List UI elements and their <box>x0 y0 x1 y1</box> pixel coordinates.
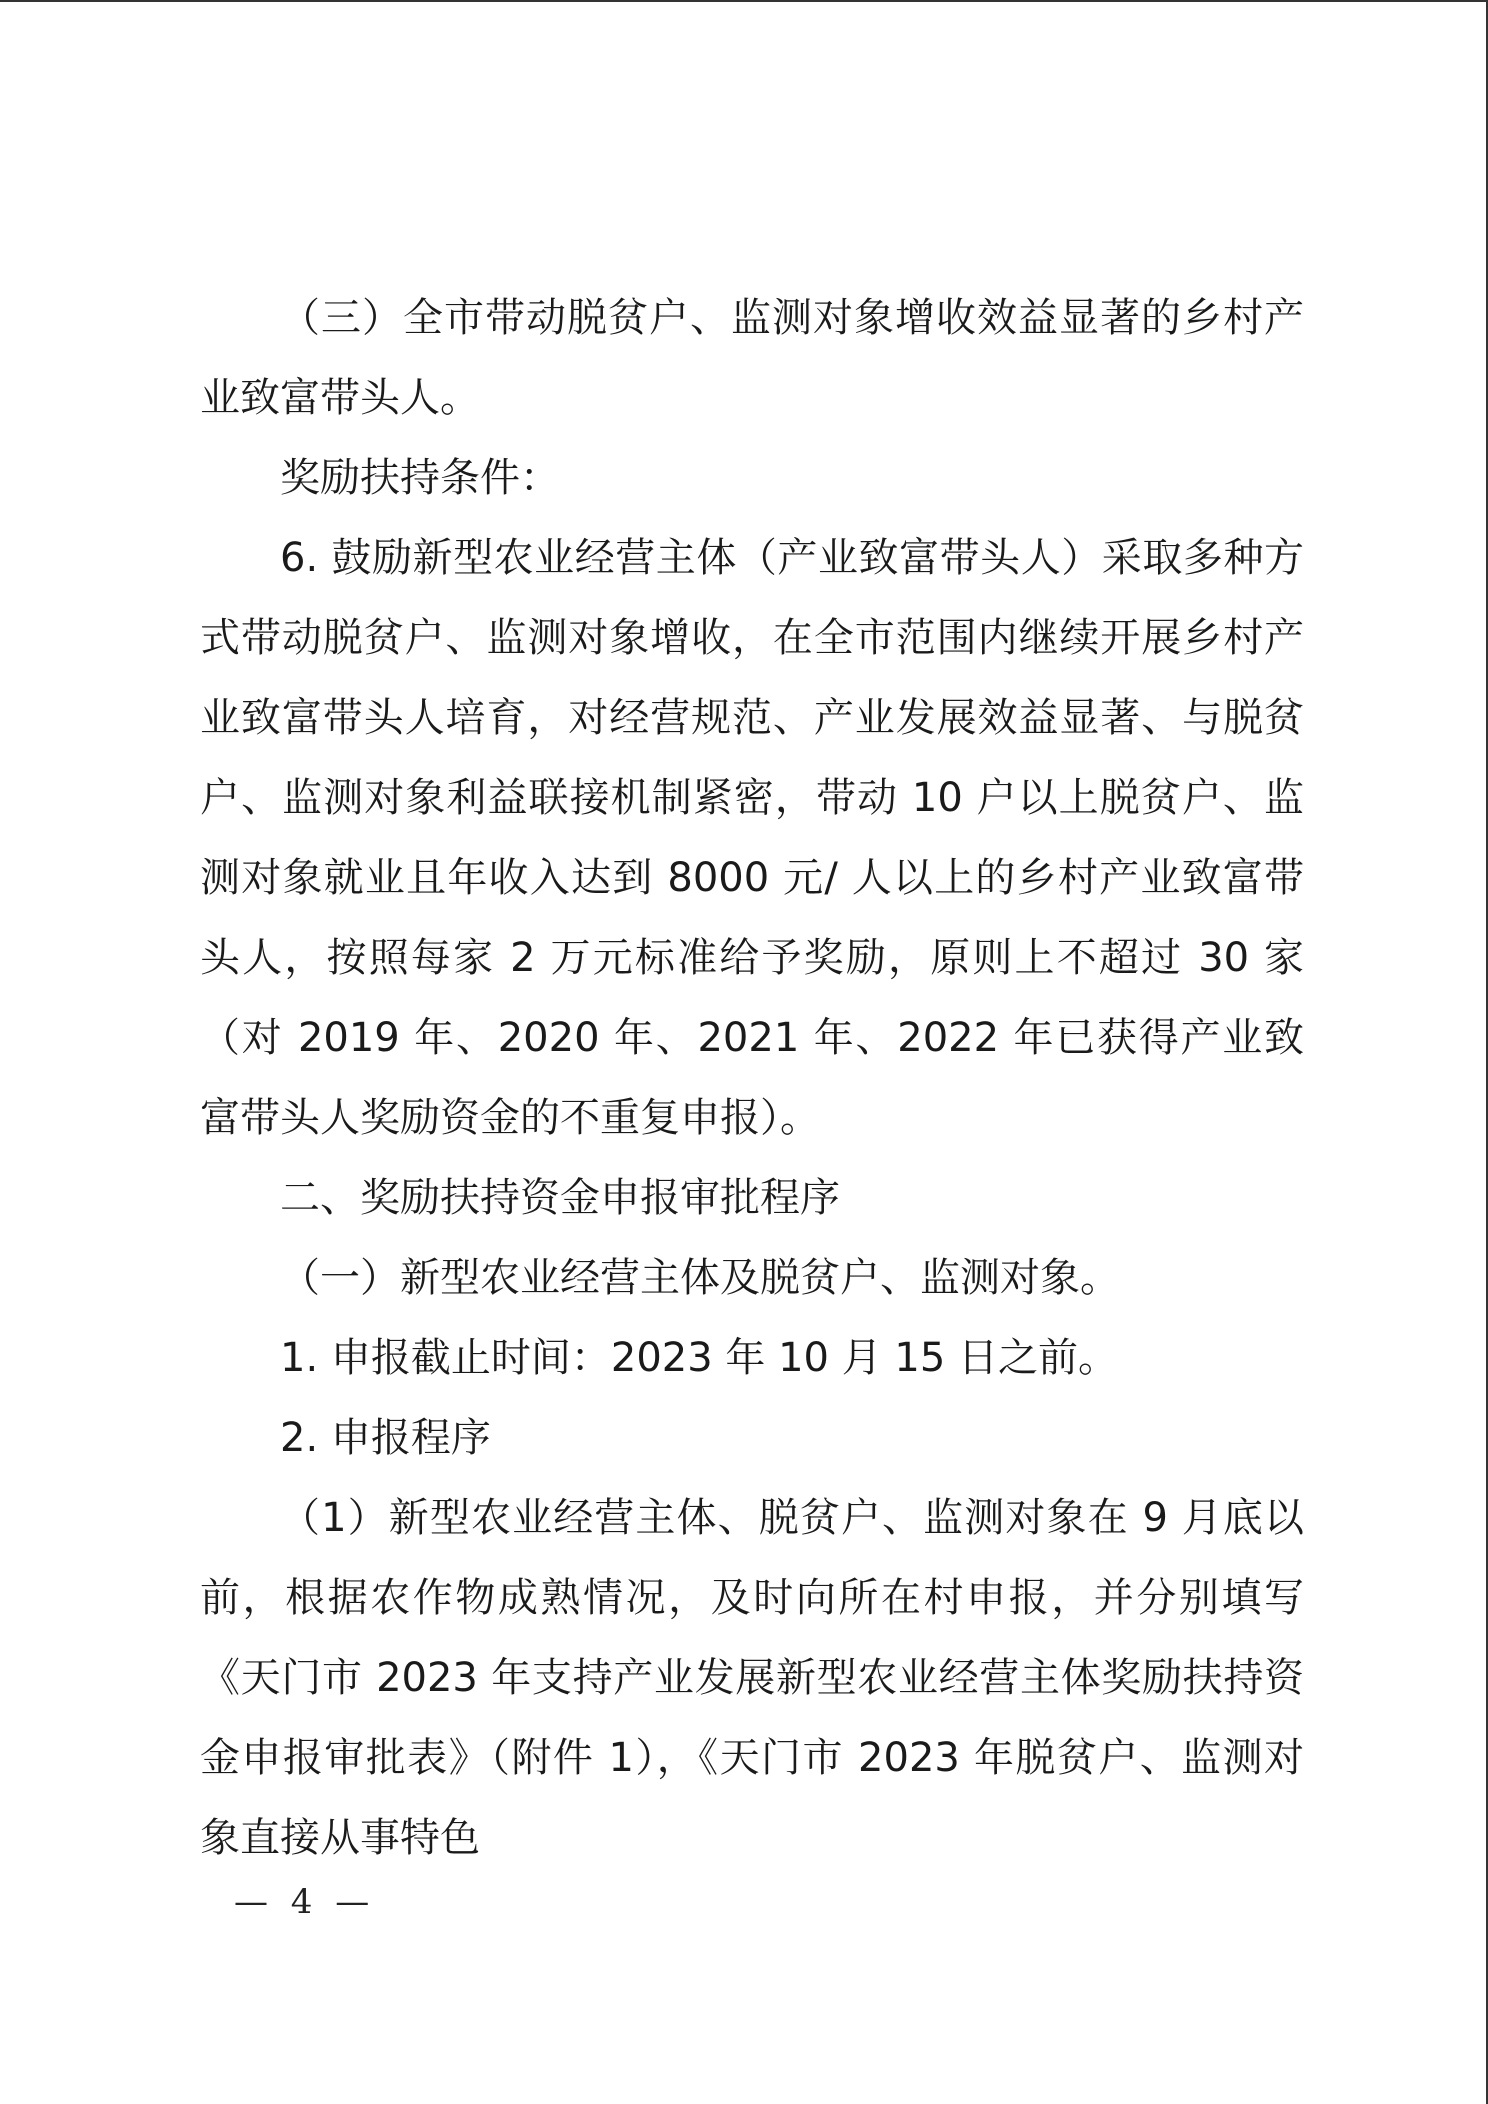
paragraph-procedure-label: 2. 申报程序 <box>280 1415 491 1461</box>
paragraph-subsection-one-heading: （一）新型农业经营主体及脱贫户、监测对象。 <box>280 1255 1120 1301</box>
page-number: — 4 — <box>234 1882 376 1922</box>
paragraph-deadline: 1. 申报截止时间：2023 年 10 月 15 日之前。 <box>280 1335 1119 1381</box>
paragraph-section-three-heading: （三）全市带动脱贫户、监测对象增收效益显著的乡村产业致富带头人。 <box>200 295 1304 421</box>
body-text <box>200 278 1304 1878</box>
paragraph-procedure-step-1: （1）新型农业经营主体、脱贫户、监测对象在 9 月底以前，根据农作物成熟情况，及时向所在村申报，并分别填写《天门市 2023 年支持产业发展新型农业经营主体奖励扶持资金申报审批表》（附件 1），《天门市 2023 年脱贫户、监测对象直接从事特色 <box>200 1495 1304 1861</box>
paragraph-reward-conditions-label: 奖励扶持条件： <box>280 455 560 501</box>
paragraph-section-two-heading: 二、奖励扶持资金申报审批程序 <box>280 1175 840 1221</box>
paragraph-item-6: 6. 鼓励新型农业经营主体（产业致富带头人）采取多种方式带动脱贫户、监测对象增收，在全市范围内继续开展乡村产业致富带头人培育，对经营规范、产业发展效益显著、与脱贫户、监测对象利益联接机制紧密，带动 10 户以上脱贫户、监测对象就业且年收入达到 8000 元/ 人以上的乡村产业致富带头人，按照每家 2 万元标准给予奖励，原则上不超过 30 家（对 2019 年、2020 年、2021 年、2022 年已获得产业致富带头人奖励资金的不重复申报）。 <box>200 535 1304 1141</box>
